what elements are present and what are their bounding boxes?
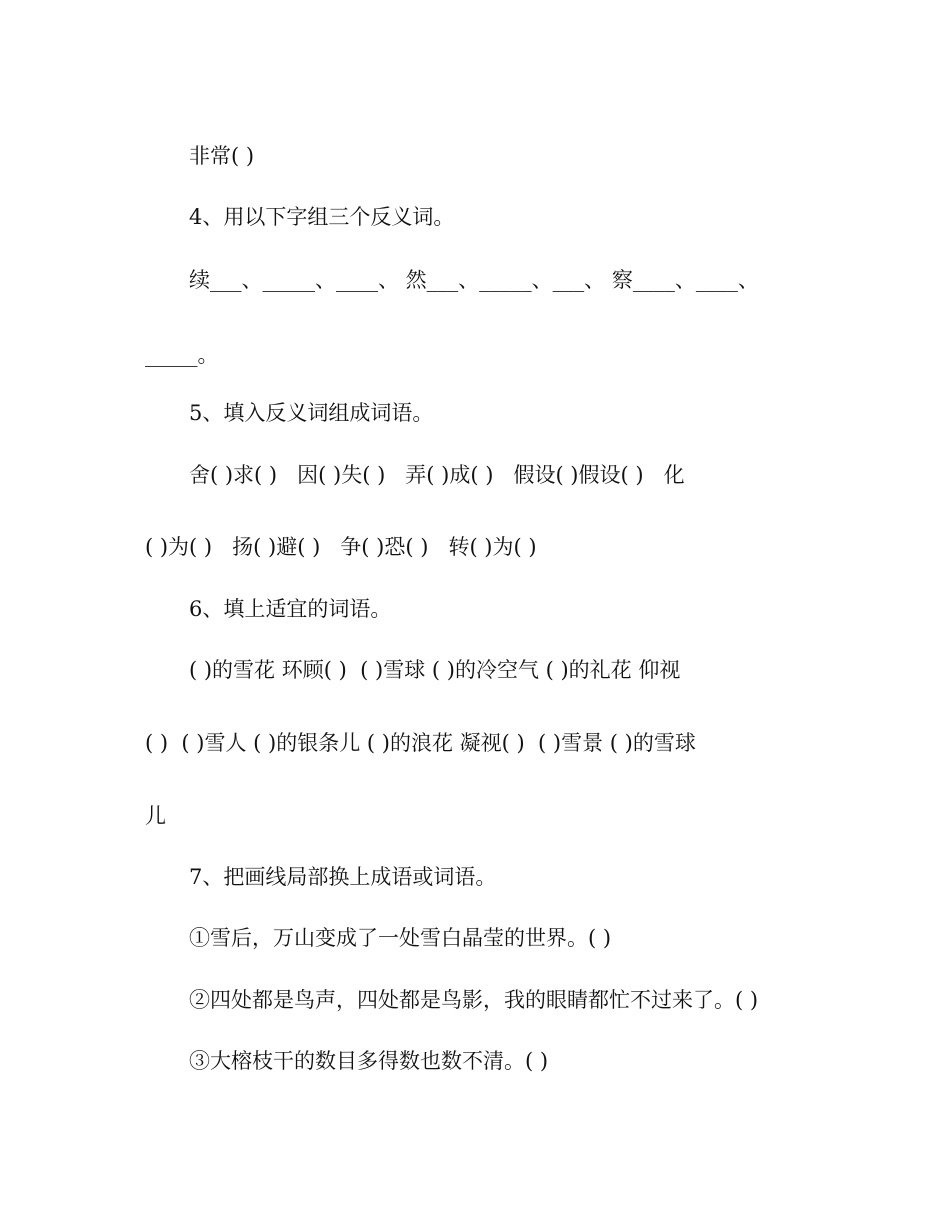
text-line: ( ) ( )雪人 ( )的银条儿 ( )的浪花 凝视( ) ( )雪景 ( )的雪球 bbox=[145, 731, 696, 755]
text-line: 舍( )求( ) 因( )失( ) 弄( )成( ) 假设( )假设( ) 化 bbox=[189, 463, 685, 487]
text-line: 续___、_____、____、 然___、_____、___、 察____、____、 bbox=[189, 268, 759, 292]
question-heading: 6、填上适宜的词语。 bbox=[189, 597, 392, 621]
question-heading: 4、用以下字组三个反义词。 bbox=[189, 205, 455, 229]
question-heading: 5、填入反义词组成词语。 bbox=[189, 401, 434, 425]
text-line: ③大榕枝干的数目多得数也数不清。( ) bbox=[189, 1049, 549, 1073]
question-heading: 7、把画线局部换上成语或词语。 bbox=[189, 865, 497, 889]
text-line: ( )为( ) 扬( )避( ) 争( )恐( ) 转( )为( ) bbox=[145, 535, 537, 559]
text-line: ①雪后，万山变成了一处雪白晶莹的世界。( ) bbox=[189, 926, 612, 950]
text-line: ( )的雪花 环顾( ) ( )雪球 ( )的冷空气 ( )的礼花 仰视 bbox=[189, 658, 681, 682]
text-line: _____。 bbox=[145, 343, 219, 367]
text-line: 儿 bbox=[145, 804, 166, 828]
text-line: 非常( ) bbox=[189, 144, 255, 168]
text-line: ②四处都是鸟声，四处都是鸟影，我的眼睛都忙不过来了。( ) bbox=[189, 988, 759, 1012]
